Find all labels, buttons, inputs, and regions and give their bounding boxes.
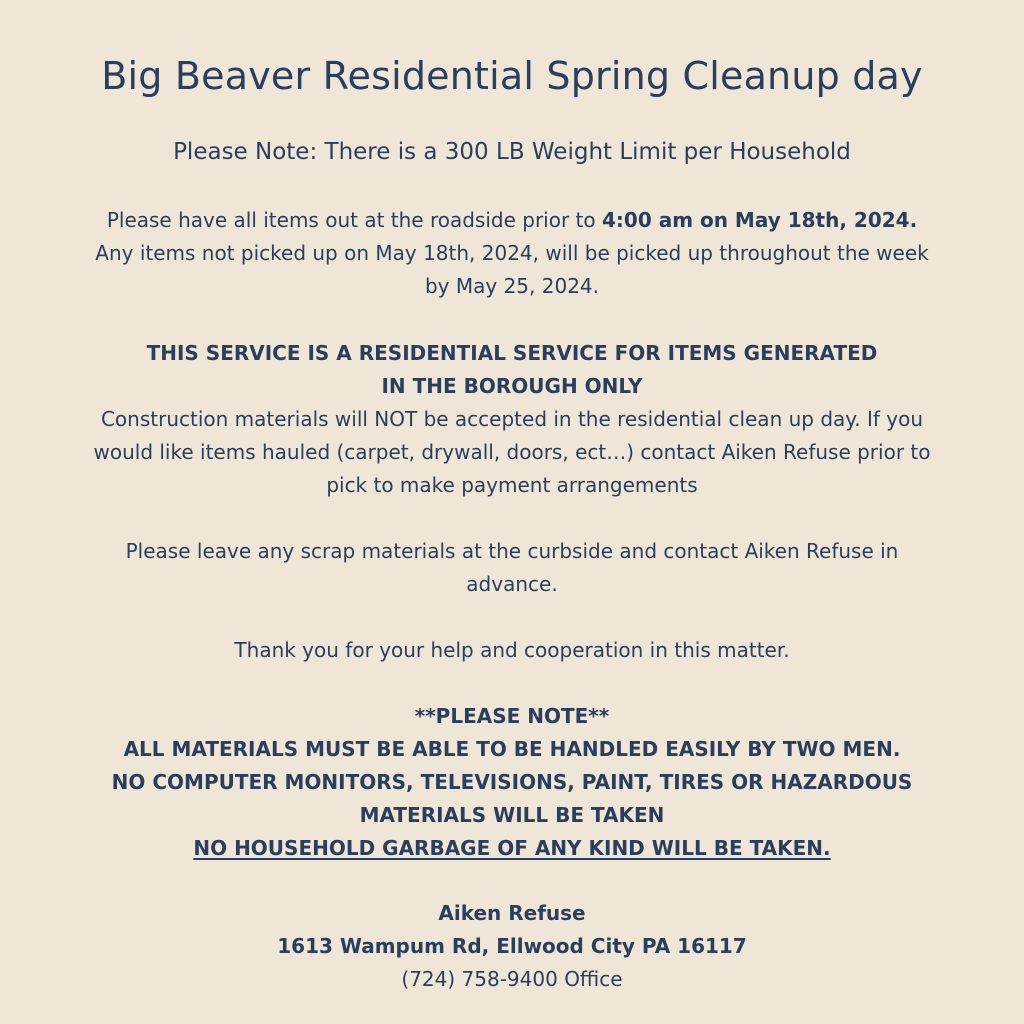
items-out-line-1: [40, 204, 984, 237]
notice-line-4: NO HOUSEHOLD GARBAGE OF ANY KIND WILL BE TAKEN.: [193, 836, 831, 860]
items-out-paragraph: [40, 204, 984, 303]
notice-line-2: NO COMPUTER MONITORS, TELEVISIONS, PAINT, TIRES OR HAZARDOUS: [111, 770, 913, 794]
service-line-2: would like items hauled (carpet, drywall, doors, ect…) contact Aiken Refuse prior to: [93, 440, 931, 464]
service-heading-line-2: IN THE BOROUGH ONLY: [381, 374, 643, 398]
items-out-line-2: Any items not picked up on May 18th, 2024, will be picked up throughout the week: [95, 241, 929, 265]
thanks-line: Thank you for your help and cooperation in this matter.: [234, 638, 790, 662]
notice-line-1: ALL MATERIALS MUST BE ABLE TO BE HANDLED EASILY BY TWO MEN.: [123, 737, 901, 761]
scrap-line-2: advance.: [466, 572, 558, 596]
items-out-line-3: by May 25, 2024.: [424, 274, 599, 298]
company-name: Aiken Refuse: [438, 901, 586, 925]
service-line-3: pick to make payment arrangements: [326, 473, 698, 497]
notice-block: [40, 700, 984, 865]
notice-heading: **PLEASE NOTE**: [414, 704, 610, 728]
service-line-1: Construction materials will NOT be accepted in the residential clean up day. If you: [100, 407, 924, 431]
company-address: 1613 Wampum Rd, Ellwood City PA 16117: [277, 934, 747, 958]
contact-block: [40, 897, 984, 996]
service-heading-line-1: THIS SERVICE IS A RESIDENTIAL SERVICE FOR ITEMS GENERATED: [146, 341, 878, 365]
scrap-paragraph: [40, 535, 984, 601]
items-out-prefix: Please have all items out at the roadside prior to: [106, 208, 602, 232]
service-paragraph: [40, 337, 984, 502]
scrap-line-1: Please leave any scrap materials at the curbside and contact Aiken Refuse in: [125, 539, 899, 563]
company-phone: (724) 758-9400 Office: [401, 967, 623, 991]
page-title: Big Beaver Residential Spring Cleanup day: [101, 54, 923, 98]
notice-line-3: MATERIALS WILL BE TAKEN: [359, 803, 665, 827]
pickup-deadline: 4:00 am on May 18th, 2024.: [601, 208, 918, 232]
weight-limit-note: Please Note: There is a 300 LB Weight Limit per Household: [173, 139, 851, 165]
